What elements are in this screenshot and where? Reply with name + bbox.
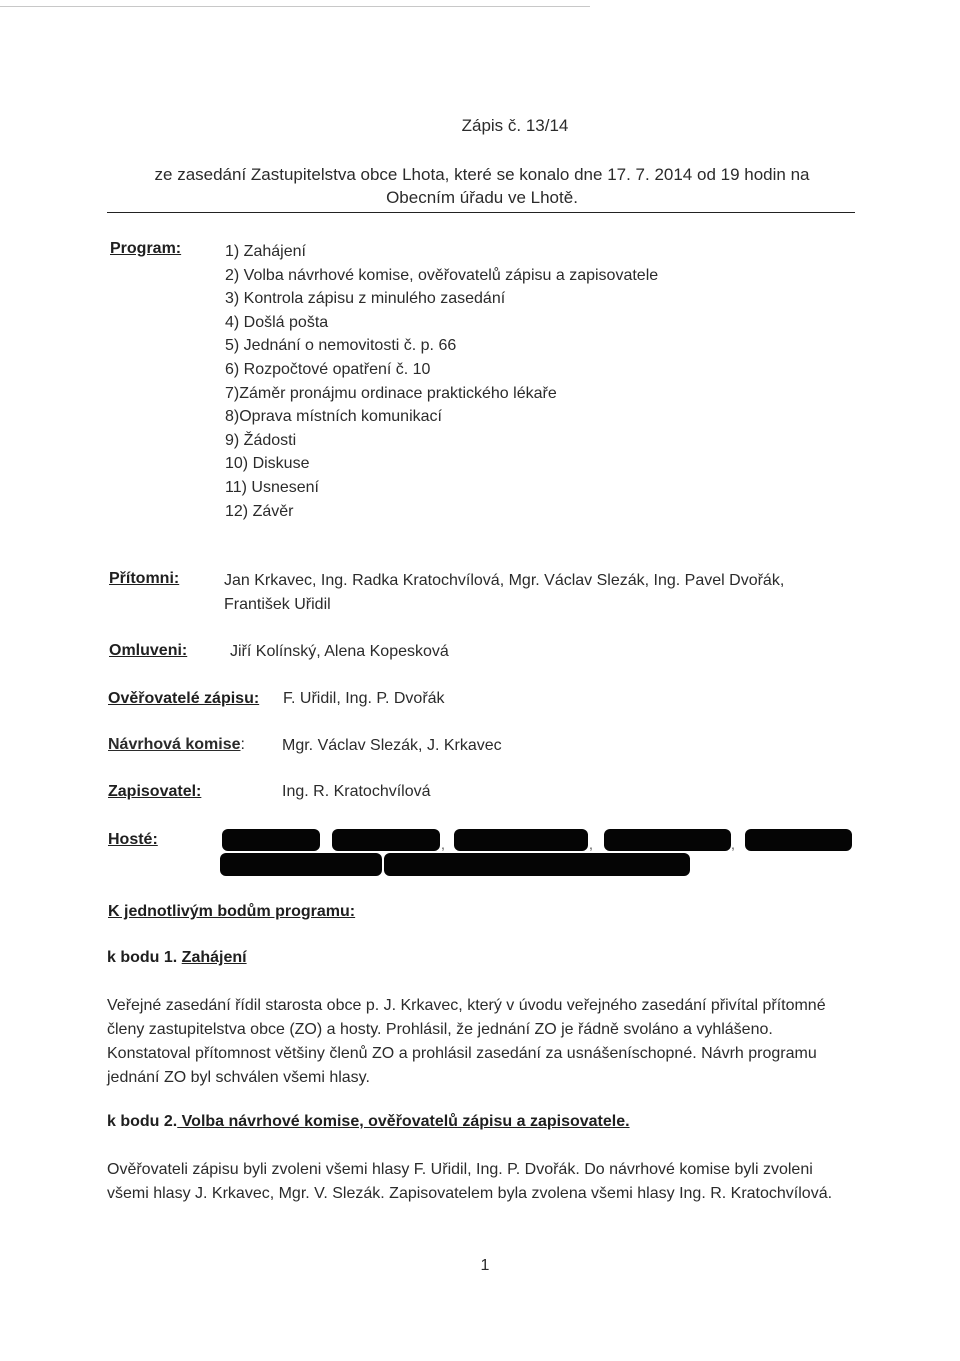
program-item: 8)Oprava místních komunikací <box>225 408 442 426</box>
program-item: 12) Závěr <box>225 502 294 520</box>
verifiers-value: F. Uřidil, Ing. P. Dvořák <box>283 690 445 707</box>
program-item: 5) Jednání o nemovitosti č. p. 66 <box>225 337 457 355</box>
point-1-text: Veřejné zasedání řídil starosta obce p. J. Krkavec, který v úvodu veřejného zasedání přivítal přítomné členy zastupitelstva obce (ZO) a hosty. Prohlásil, že jednání ZO je řádně svoláno a vyhlášeno. Konstatoval přítomnost většiny členů ZO a prohlásil zasedání za usnášeníschopné. Návrh programu jednání ZO byl schválen všemi hlasy. <box>107 997 826 1086</box>
committee-label-wrap <box>108 736 245 754</box>
recorder-label: Zapisovatel: <box>108 783 202 800</box>
program-item: 3) Kontrola zápisu z minulého zasedání <box>225 290 506 308</box>
point-2-text: Ověřovateli zápisu byli zvoleni všemi hlasy F. Uřidil, Ing. P. Dvořák. Do návrhové komise byli zvoleni všemi hlasy J. Krkavec, Mgr. V. Slezák. Zapisovatelem byla zvolena všemi hlasy Ing. R. Kratochvílová. <box>107 1161 833 1202</box>
excused-label: Omluveni: <box>109 642 188 659</box>
redaction-comma: , <box>441 836 445 852</box>
committee-label: Návrhová komise <box>108 736 241 753</box>
scan-edge-line <box>0 6 590 7</box>
point-1-title: Zahájení <box>181 949 247 966</box>
document-subtitle: ze zasedání Zastupitelstva obce Lhota, které se konalo dne 17. 7. 2014 od 19 hodin na Obecním úřadu ve Lhotě. <box>154 165 810 207</box>
present-label: Přítomni: <box>109 570 180 587</box>
redaction-comma: , <box>589 836 593 852</box>
agenda-detail-heading: K jednotlivým bodům programu: <box>108 903 356 920</box>
program-item: 11) Usnesení <box>225 478 319 496</box>
excused-value: Jiří Kolínský, Alena Kopesková <box>230 643 449 660</box>
redaction-block <box>384 853 690 876</box>
program-item: 6) Rozpočtové opatření č. 10 <box>225 360 431 378</box>
guests-label: Hosté: <box>108 831 158 848</box>
redaction-block <box>220 853 382 876</box>
present-value: Jan Krkavec, Ing. Radka Kratochvílová, Mgr. Václav Slezák, Ing. Pavel Dvořák, František Uřidil <box>224 572 785 613</box>
redaction-block <box>222 829 320 851</box>
program-item: 4) Došlá pošta <box>225 313 329 331</box>
point-1-prefix: k bodu 1. <box>107 949 182 966</box>
point-2-heading <box>107 1113 630 1131</box>
verifiers-label: Ověřovatelé zápisu: <box>108 690 260 707</box>
committee-colon: : <box>240 736 245 753</box>
redaction-comma: , <box>731 836 735 852</box>
page-number: 1 <box>480 1257 490 1274</box>
redaction-block <box>454 829 588 851</box>
point-2-title: Volba návrhové komise, ověřovatelů zápisu a zapisovatele. <box>177 1113 630 1130</box>
program-item: 9) Žádosti <box>225 431 297 449</box>
committee-value: Mgr. Václav Slezák, J. Krkavec <box>282 737 502 754</box>
program-item: 2) Volba návrhové komise, ověřovatelů zápisu a zapisovatele <box>225 266 659 284</box>
program-label: Program: <box>110 240 182 257</box>
program-item: 7)Záměr pronájmu ordinace praktického lékaře <box>225 384 557 402</box>
program-item: 10) Diskuse <box>225 455 310 473</box>
program-item: 1) Zahájení <box>225 243 306 260</box>
redaction-block <box>332 829 440 851</box>
program-list <box>225 240 658 523</box>
redaction-block <box>745 829 852 851</box>
point-2-prefix: k bodu 2. <box>107 1113 178 1130</box>
point-1-heading <box>107 949 247 967</box>
recorder-value: Ing. R. Kratochvílová <box>282 783 431 800</box>
subtitle-divider <box>107 212 855 213</box>
redaction-block <box>604 829 731 851</box>
document-title: Zápis č. 13/14 <box>461 116 569 135</box>
